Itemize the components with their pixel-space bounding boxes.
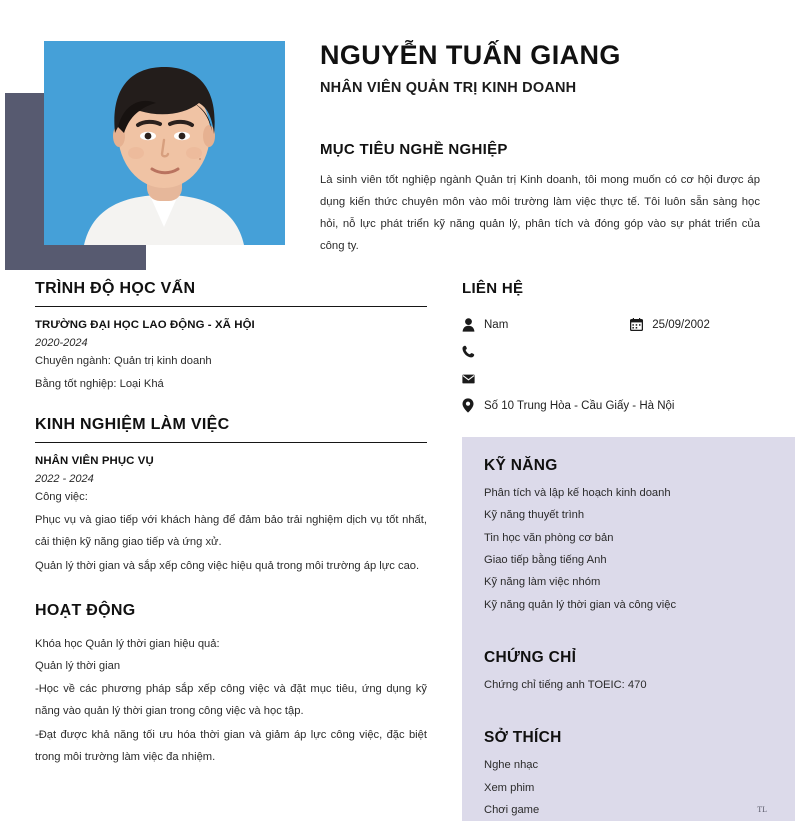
contact-birthday [630,318,710,331]
section-interests [484,729,773,826]
list-item: Kỹ năng quản lý thời gian và công việc [484,598,677,611]
contact-row-phone [462,338,795,365]
contact-gender [462,318,508,332]
person-icon [462,318,484,332]
profile-photo [44,41,285,245]
education-school: TRƯỜNG ĐẠI HỌC LAO ĐỘNG - XÃ HỘI [35,319,255,331]
education-major: Chuyên ngành: Quản trị kinh doanh [35,355,212,367]
interests-title: SỞ THÍCH [484,729,562,747]
skills-list [484,487,773,621]
cv-header [0,0,800,280]
footer-mark: TL [757,805,767,814]
list-item: Kỹ năng làm việc nhóm [484,576,601,589]
education-divider [35,306,427,307]
list-item: Kỹ năng thuyết trình [484,509,585,522]
list-item: Phân tích và lập kế hoạch kinh doanh [484,487,671,499]
objective-heading: MỤC TIÊU NGHỀ NGHIỆP [320,141,508,159]
contact-title: LIÊN HỆ [462,280,524,297]
section-skills [484,457,773,621]
interests-list [484,759,773,826]
list-item: Xem phim [484,781,535,794]
sidebar-panel [462,437,795,821]
activities-title: HOẠT ĐỘNG [35,601,136,619]
contact-phone [462,345,484,358]
section-education [35,280,427,394]
left-column [35,280,427,769]
activities-point-1: -Học về các phương pháp sắp xếp công việc và đặt mục tiêu, ứng dụng kỹ năng vào quản lý thời gian trong công việc và học tập. [35,683,427,717]
contact-birthday-value: 25/09/2002 [652,318,710,331]
contact-address-value: Số 10 Trung Hòa - Cầu Giấy - Hà Nội [484,399,675,412]
experience-title: KINH NGHIỆM LÀM VIỆC [35,416,230,434]
activities-point-2: -Đạt được khả năng tối ưu hóa thời gian và giảm áp lực công việc, đặc biệt trong môi trường làm việc đa nhiệm. [35,728,427,763]
experience-divider [35,442,427,443]
calendar-icon [630,318,652,331]
experience-role: NHÂN VIÊN PHỤC VỤ [35,455,154,468]
certificates-list [484,679,773,701]
activities-course-label: Khóa học Quản lý thời gian hiệu quả: [35,637,220,650]
experience-dates: 2022 - 2024 [35,473,94,486]
skills-title: KỸ NĂNG [484,457,558,474]
list-item: Tin học văn phòng cơ bản [484,531,614,544]
section-experience [35,416,427,577]
education-title: TRÌNH ĐỘ HỌC VẤN [35,280,196,297]
list-item: Nghe nhạc [484,759,539,772]
list-item: Chứng chỉ tiếng anh TOEIC: 470 [484,678,647,691]
portrait-illustration [44,41,285,245]
contact-row-email [462,365,795,392]
contact-email [462,374,484,384]
experience-duties-label: Công việc: [35,491,88,504]
right-column [462,280,795,419]
list-item: Giao tiếp bằng tiếng Anh [484,553,607,566]
education-degree: Bằng tốt nghiệp: Loại Khá [35,377,164,390]
section-activities [35,602,427,769]
contact-row-gender-birthday [462,311,795,338]
phone-icon [462,345,484,358]
certificates-title: CHỨNG CHỈ [484,648,577,666]
list-item: Chơi game [484,803,540,816]
page-title: NGUYỄN TUẤN GIANG [320,40,621,70]
objective-body: Là sinh viên tốt nghiệp ngành Quản trị Kinh doanh, tôi mong muốn có cơ hội được áp dụng kiến thức chuyên môn vào môi trường làm việc thực tế. Tôi luôn sẵn sàng học hỏi, nỗ lực phát triển kỹ năng quản lý, phân tích và đóng góp vào sự phát triển của công ty. [320,174,760,253]
section-certificates [484,649,773,701]
envelope-icon [462,374,484,384]
activities-course-name: Quản lý thời gian [35,660,121,673]
section-contact [462,280,795,419]
experience-duty-1: Phục vụ và giao tiếp với khách hàng để đảm bảo trải nghiệm dịch vụ tốt nhất, cải thiện kỹ năng giao tiếp và ứng xử. [35,514,427,548]
contact-address [462,398,674,413]
location-pin-icon [462,398,484,413]
contact-gender-value: Nam [484,318,509,331]
education-dates: 2020-2024 [35,337,88,349]
contact-rows [462,311,795,419]
experience-duty-2: Quản lý thời gian và sắp xếp công việc hiệu quả trong môi trường áp lực cao. [35,559,420,572]
job-title: NHÂN VIÊN QUẢN TRỊ KINH DOANH [320,80,577,97]
contact-row-address [462,392,795,419]
header-text-block [320,40,780,258]
